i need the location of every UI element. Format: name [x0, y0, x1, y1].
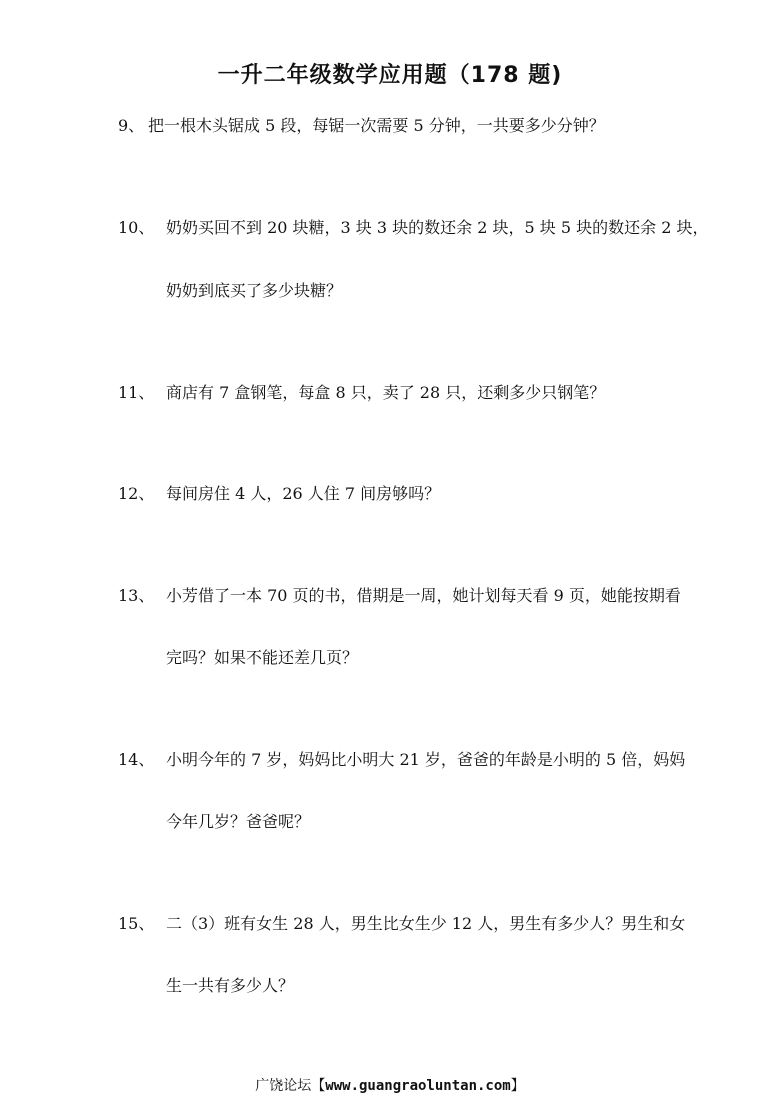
question-text: 完吗？如果不能还差几页？ — [166, 648, 359, 667]
question-number: 9、 — [118, 116, 145, 135]
question-text: 把一根木头锯成 5 段，每锯一次需要 5 分钟，一共要多少分钟？ — [148, 116, 605, 135]
footer — [0, 1075, 780, 1095]
footer-bracket-close: 】 — [510, 1078, 525, 1094]
page-title: 一升二年级数学应用题（178 题) — [217, 63, 563, 88]
footer-bracket-open: 【 — [311, 1078, 326, 1094]
question-text: 商店有 7 盒钢笔，每盒 8 只，卖了 28 只，还剩多少只钢笔？ — [166, 383, 606, 402]
question-text: 生一共有多少人？ — [166, 976, 295, 995]
question-text: 二（3）班有女生 28 人，男生比女生少 12 人，男生有多少人？男生和女 — [166, 914, 686, 933]
footer-url-link[interactable]: www.guangraoluntan.com — [325, 1078, 511, 1094]
question-number: 13、 — [118, 586, 155, 605]
question-text: 小芳借了一本 70 页的书，借期是一周，她计划每天看 9 页，她能按期看 — [166, 586, 681, 605]
footer-site-name: 广饶论坛 — [255, 1078, 312, 1094]
question-number: 14、 — [118, 750, 155, 769]
question-text: 奶奶买回不到 20 块糖，3 块 3 块的数还余 2 块，5 块 5 块的数还余 2 块， — [166, 218, 709, 237]
question-text: 每间房住 4 人，26 人住 7 间房够吗？ — [166, 484, 441, 503]
question-text: 小明今年的 7 岁，妈妈比小明大 21 岁，爸爸的年龄是小明的 5 倍，妈妈 — [166, 750, 686, 769]
question-number: 15、 — [118, 914, 155, 933]
question-number: 10、 — [118, 218, 155, 237]
question-number: 12、 — [118, 484, 155, 503]
question-number: 11、 — [118, 383, 155, 402]
question-text: 奶奶到底买了多少块糖？ — [166, 281, 343, 300]
question-text: 今年几岁？爸爸呢？ — [166, 812, 311, 831]
